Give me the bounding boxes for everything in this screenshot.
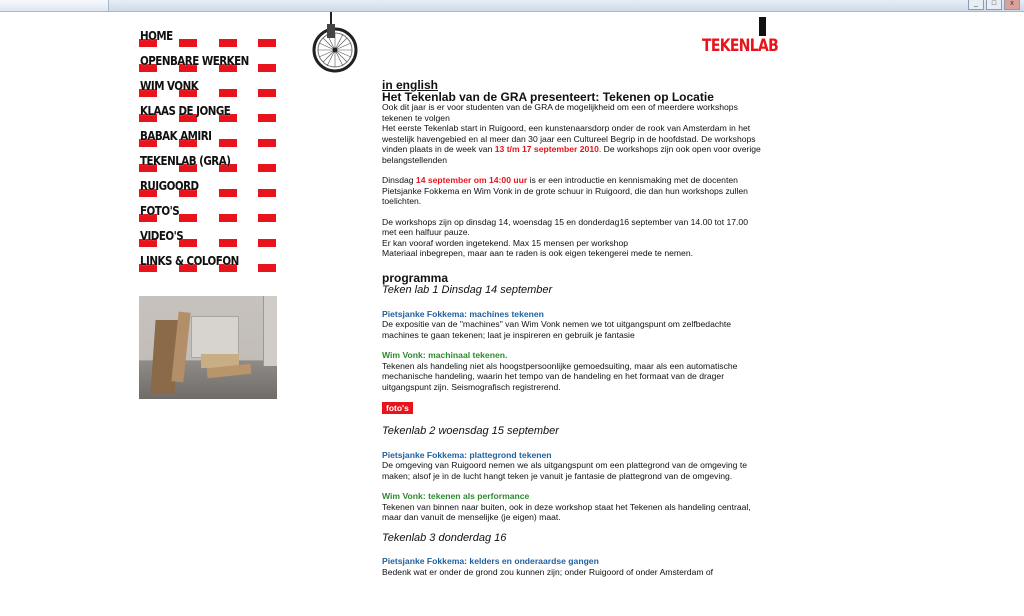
intro-text-6: Materiaal inbegrepen, maar aan te raden is ook eigen tekengerei mede te nemen. xyxy=(382,248,694,258)
page-title: Het Tekenlab van de GRA presenteert: Tekenen op Locatie xyxy=(382,89,714,104)
programma-title: programma xyxy=(382,270,449,285)
nav-item-label: WIM VONK xyxy=(140,79,199,93)
logo-mark xyxy=(759,17,766,36)
nav-item-label: LINKS & COLOFON xyxy=(140,254,239,268)
practical-info xyxy=(382,217,762,259)
intro-text-1: Ook dit jaar is er voor studenten van de GRA de mogelijkheid om een of meerdere workshops tekenen te volgen xyxy=(382,102,738,123)
nav-item-videos[interactable] xyxy=(139,228,279,253)
intro-text-3b: is er een introductie en kennismaking met de docenten Pietsjanke Fokkema en Wim Vonk in de grote schuur in Ruigoord, die dan hun workshops zullen toelichten. xyxy=(382,175,748,206)
nav-item-babak-amiri[interactable] xyxy=(139,128,279,153)
workshop-3-title: Pietsjanke Fokkema: plattegrond tekenen xyxy=(382,449,552,460)
nav-item-links-colofon[interactable] xyxy=(139,253,279,278)
day-2-title: Tekenlab 2 woensdag 15 september xyxy=(382,425,559,437)
exhibition-photo[interactable] xyxy=(139,296,277,399)
nav-item-label: BABAK AMIRI xyxy=(140,129,212,143)
nav-item-label: RUIGOORD xyxy=(140,179,199,193)
nav-item-label: HOME xyxy=(140,29,173,43)
maximize-button[interactable]: □ xyxy=(986,0,1002,10)
day-1-title: Teken lab 1 Dinsdag 14 september xyxy=(382,284,553,296)
main-content xyxy=(382,80,762,587)
introduction-paragraph xyxy=(382,175,762,207)
intro-paragraph xyxy=(382,102,762,165)
close-button[interactable]: x xyxy=(1004,0,1020,10)
nav-item-label: KLAAS DE JONGE xyxy=(140,104,231,118)
workshop-4-title: Wim Vonk: tekenen als performance xyxy=(382,491,530,501)
window-controls xyxy=(968,0,1020,10)
workshop-4-text: Tekenen van binnen naar buiten, ook in deze workshop staat het Tekenen als handeling centraal, maar dan vanuit de menselijke (je eigen) maat. xyxy=(382,501,751,522)
nav-item-label: FOTO'S xyxy=(140,204,180,218)
nav-item-fotos[interactable] xyxy=(139,203,279,228)
workshop-1-title: Pietsjanke Fokkema: machines tekenen xyxy=(382,308,544,319)
nav-item-home[interactable] xyxy=(139,28,279,53)
nav-item-label: OPENBARE WERKEN xyxy=(140,54,249,68)
workshop-2-text: Tekenen als handeling niet als hoogstpersoonlijke gemoedsuiting, maar als een automatische mechanische handeling, waarin het tempo van de handeling en het formaat van de drager uitgangspunt zijn. Seismografisch registrerend. xyxy=(382,360,738,392)
workshop-5-title: Pietsjanke Fokkema: kelders en onderaardse gangen xyxy=(382,556,599,566)
intro-time-highlight: 14 september om 14:00 uur xyxy=(415,175,528,185)
intro-text-5: Er kan vooraf worden ingetekend. Max 15 mensen per workshop xyxy=(382,237,629,248)
browser-chrome xyxy=(0,0,1024,12)
nav-item-klaas-de-jonge[interactable] xyxy=(139,103,279,128)
intro-text-2a: Het eerste Tekenlab start in Ruigoord, een kunstenaarsdorp onder de rook van Amsterdam in het westelijk havengebied en al meer dan 30 jaar een Cultureel Begrip in de hoofdstad. De workshops vinden plaats in de week van xyxy=(382,123,756,154)
day-3-title: Tekenlab 3 donderdag 16 xyxy=(382,531,507,544)
wheel-illustration xyxy=(305,12,361,74)
site-logo[interactable]: TEKENLAB xyxy=(702,36,779,56)
browser-tab[interactable] xyxy=(0,0,109,11)
english-link[interactable]: in english xyxy=(382,78,439,92)
workshop-5-text: Bedenk wat er onder de grond zou kunnen zijn; onder Ruigoord of onder Amsterdam of xyxy=(382,566,714,577)
nav-item-ruigoord[interactable] xyxy=(139,178,279,203)
nav-item-openbare-werken[interactable] xyxy=(139,53,279,78)
photo-pillar xyxy=(263,296,277,366)
workshop-1-text: De expositie van de "machines" van Wim Vonk nemen we tot uitgangspunt om zelfbedachte machines te gaan tekenen; laat je inspireren en gebruik je fantasie xyxy=(382,319,732,340)
workshop-3-text: De omgeving van Ruigoord nemen we als uitgangspunt om een plattegrond van de omgeving te maken; alsof je in de lucht hangt teken je vanuit je fantasie de plattegrond van de omgeving. xyxy=(382,460,747,481)
intro-date-highlight: 13 t/m 17 september 2010 xyxy=(494,144,599,154)
nav-item-tekenlab-gra[interactable] xyxy=(139,153,279,178)
intro-text-3a: Dinsdag xyxy=(382,175,416,185)
photo-wall-panel xyxy=(191,316,239,358)
intro-text-4: De workshops zijn op dinsdag 14, woensdag 15 en donderdag16 september van 14.00 tot 17.00 met een halfuur pauze. xyxy=(382,216,748,237)
nav-item-label: TEKENLAB (GRA) xyxy=(140,154,231,168)
minimize-button[interactable]: _ xyxy=(968,0,984,10)
nav-item-wim-vonk[interactable] xyxy=(139,78,279,103)
fotos-button[interactable]: foto's xyxy=(382,402,413,414)
workshop-2-title: Wim Vonk: machinaal tekenen. xyxy=(382,350,508,360)
nav-item-label: VIDEO'S xyxy=(140,229,184,243)
intro-text-2b: . De workshops zijn ook open voor overige belangstellenden xyxy=(382,144,761,165)
main-nav xyxy=(139,28,279,278)
